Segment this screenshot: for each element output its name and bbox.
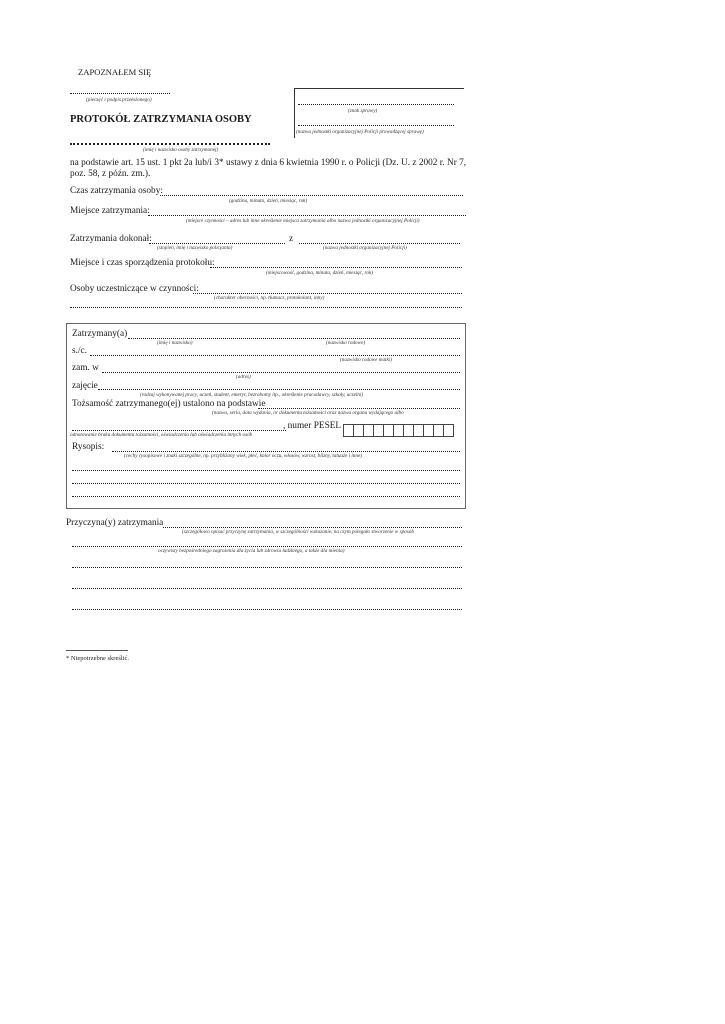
place-label: Miejsce zatrzymania: — [70, 206, 150, 216]
police-unit-caption: (nazwa jednostki organizacyjnej Policji prowadzącej sprawę) — [296, 129, 424, 135]
officer-field[interactable] — [149, 243, 285, 244]
address-label: zam. w — [72, 363, 99, 373]
mother-caption: (nazwisko rodowe matki) — [340, 357, 392, 363]
pesel-digit[interactable] — [363, 424, 373, 437]
description-caption: (cechy rysopisowe i znaki szczególne, np. przybliżony wiek, płeć, kolor oczu, włosów, wzrost, blizny, tatuaże i inne) — [124, 453, 363, 459]
detainee-name-caption: (imię i nazwisko) — [157, 340, 193, 346]
pesel-digit[interactable] — [353, 424, 363, 437]
identity-field-2[interactable] — [72, 430, 286, 431]
pesel-digit[interactable] — [413, 424, 423, 437]
detainee-name-field[interactable] — [128, 338, 460, 339]
time-caption: (godzina, minuta, dzień, miesiąc, rok) — [229, 198, 308, 204]
pesel-label: , numer PESEL — [283, 421, 342, 431]
detained-by-label: Zatrzymania dokonał: — [70, 234, 152, 244]
identity-field[interactable] — [258, 408, 460, 409]
detainee-family-caption: (nazwisko rodowe) — [326, 340, 366, 346]
participants-label: Osoby uczestniczące w czynności: — [70, 284, 199, 294]
place-field[interactable] — [148, 215, 466, 216]
protocol-place-field[interactable] — [210, 267, 462, 268]
pesel-boxes[interactable] — [343, 424, 454, 437]
pesel-digit[interactable] — [403, 424, 413, 437]
supervisor-caption: (pieczęć i podpis przełożonego) — [86, 97, 152, 103]
pesel-digit[interactable] — [383, 424, 393, 437]
detained-by-z: z — [289, 234, 294, 244]
description-field-3[interactable] — [72, 483, 460, 484]
description-field-2[interactable] — [72, 470, 460, 471]
identity-caption-2: odnotowanie braku dokumentu tożsamości, oświadczenia lub oświadczenia innych osób — [70, 432, 253, 438]
reason-field-3[interactable] — [72, 567, 462, 568]
detained-person-caption: (imię i nazwisko osoby zatrzymanej) — [143, 147, 219, 153]
footnote-divider — [66, 650, 128, 651]
legal-basis-line2: poz. 58, z późn. zm.). — [70, 169, 151, 179]
detainee-section — [66, 323, 466, 509]
occupation-label: zajęcie — [72, 381, 98, 391]
description-field-4[interactable] — [72, 496, 460, 497]
reason-label: Przyczyna(y) zatrzymania — [66, 518, 164, 528]
reason-field-4[interactable] — [72, 588, 462, 589]
reason-field-2[interactable] — [72, 546, 462, 547]
legal-basis-line1: na podstawie art. 15 ust. 1 pkt 2a lub/i 3* ustawy z dnia 6 kwietnia 1990 r. o Policji (Dz. U. z 2002 r. Nr 7, — [70, 158, 467, 168]
detainee-name-label: Zatrzymany(a) — [72, 329, 128, 339]
time-field[interactable] — [160, 195, 463, 196]
occupation-caption: (rodzaj wykonywanej pracy, uczeń, student, emeryt, bezrobotny itp., określenie pracodawcy, szkoły, uczelni) — [140, 392, 364, 398]
address-field[interactable] — [102, 372, 460, 373]
participants-caption: (charakter obecności, np. tłumacz, protokolant, inny) — [214, 295, 325, 301]
protocol-place-label: Miejsce i czas sporządzenia protokołu: — [70, 258, 215, 268]
reason-caption-1: (szczegółowo opisać przyczynę zatrzymania, w szczególności wskazanie, na czym polegało stworzenie w sposób — [182, 529, 414, 535]
identity-caption: (nazwa, seria, data wydania, nr dokumentu tożsamości oraz nazwa organu wydającego albo — [212, 410, 404, 416]
pesel-digit[interactable] — [443, 424, 454, 437]
place-caption: (miejsce czynności – adres lub inne określenie miejsca zatrzymania albo nazwa jednostki organizacyjnej Policji) — [186, 218, 420, 224]
pesel-digit[interactable] — [433, 424, 443, 437]
description-label: Rysopis: — [72, 442, 105, 452]
address-caption: (adres) — [236, 374, 251, 380]
protocol-place-caption: (miejscowość, godzina, minuta, dzień, miesiąc, rok) — [266, 270, 374, 276]
header-divider-top — [294, 88, 464, 89]
header-divider — [294, 88, 295, 138]
officer-caption: (stopień, imię i nazwisko policjanta) — [157, 245, 233, 251]
pesel-digit[interactable] — [343, 424, 353, 437]
participants-field-2[interactable] — [70, 307, 462, 308]
parents-field[interactable] — [90, 355, 460, 356]
reason-field-5[interactable] — [72, 609, 462, 610]
pesel-digit[interactable] — [423, 424, 433, 437]
pesel-digit[interactable] — [373, 424, 383, 437]
reason-field[interactable] — [163, 527, 462, 528]
page-title: PROTOKÓŁ ZATRZYMANIA OSOBY — [70, 114, 252, 125]
police-unit-field[interactable] — [298, 125, 454, 126]
participants-field[interactable] — [193, 293, 462, 294]
case-number-field[interactable] — [298, 104, 454, 105]
acknowledged-label: ZAPOZNAŁEM SIĘ — [78, 67, 152, 77]
detained-person-field[interactable] — [70, 143, 270, 145]
reason-caption-2: oczywisty bezpośredniego zagrożenia dla życia lub zdrowia ludzkiego, a także dla mienia) — [158, 548, 345, 554]
time-label: Czas zatrzymania osoby: — [70, 186, 163, 196]
footnote: * Niepotrzebne skreślić. — [66, 655, 129, 662]
pesel-digit[interactable] — [393, 424, 403, 437]
officer-unit-field[interactable] — [299, 243, 460, 244]
occupation-field[interactable] — [98, 389, 460, 390]
description-field[interactable] — [112, 451, 460, 452]
officer-unit-caption: (nazwa jednostki organizacyjnej Policji) — [323, 245, 407, 251]
parents-label: s./c. — [72, 346, 87, 356]
identity-label: Tożsamość zatrzymanego(ej) ustalono na podstawie — [72, 399, 266, 409]
case-number-caption: (znak sprawy) — [348, 108, 378, 114]
supervisor-signature-field[interactable] — [70, 93, 170, 94]
